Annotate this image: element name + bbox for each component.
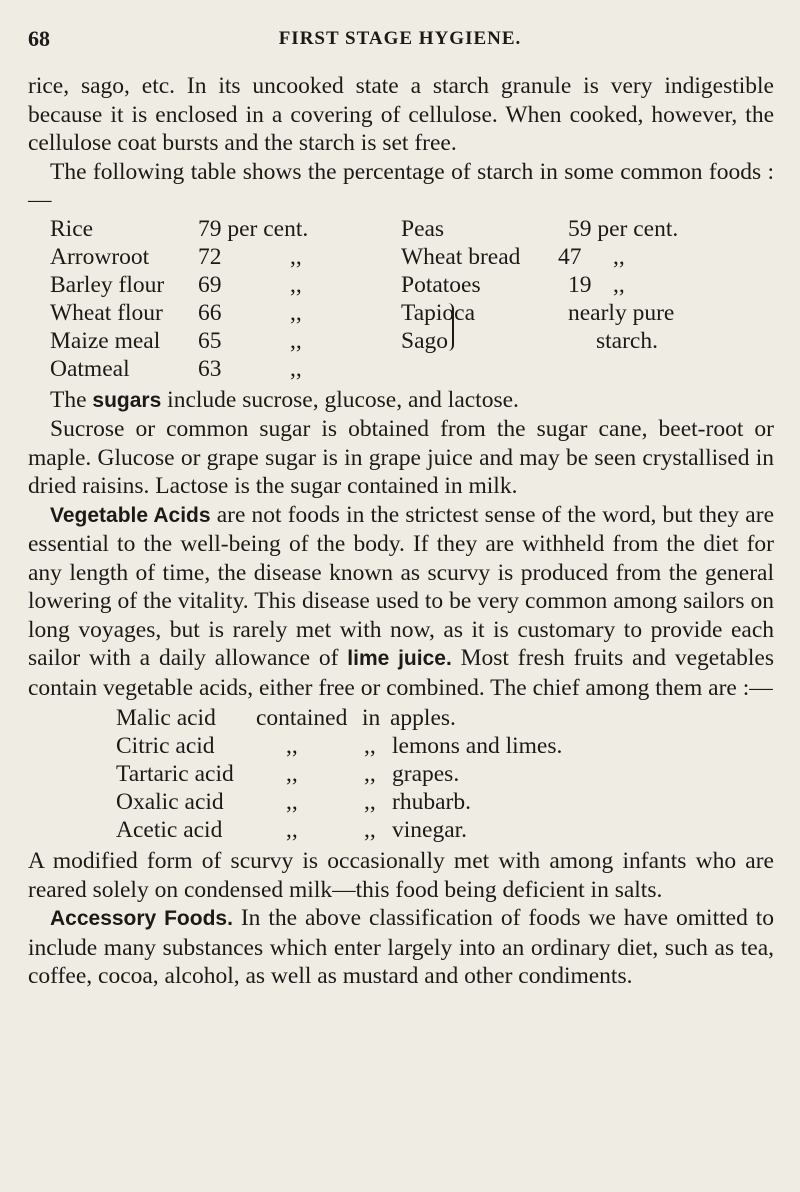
starch-value: 47 bbox=[558, 243, 582, 270]
ditto-mark: ,, bbox=[290, 243, 302, 270]
starch-food: Barley flour bbox=[50, 271, 165, 298]
ditto-mark: ,, bbox=[286, 761, 298, 787]
acid-source: rhubarb. bbox=[392, 789, 471, 815]
ditto-mark: ,, bbox=[364, 817, 376, 843]
starch-food: Arrowroot bbox=[50, 243, 150, 270]
paragraph-starch-granule: rice, sago, etc. In its uncooked state a starch granule is very indigestible because it is enclosed in a covering of cellulose. When cooked, however, the cellulose coat bursts and the starch is set free. bbox=[28, 73, 774, 156]
starch-food: Rice bbox=[50, 215, 94, 242]
paragraph-infant-scurvy: A modified form of scurvy is occasionally met with among infants who are reared solely on condensed milk—this food being deficient in salts. bbox=[28, 848, 774, 903]
ditto-mark: ,, bbox=[290, 271, 302, 298]
acid-source: lemons and limes. bbox=[392, 733, 563, 759]
starch-value: 72 bbox=[198, 243, 222, 270]
page-number: 68 bbox=[28, 26, 50, 51]
starch-food: Tapioca bbox=[401, 299, 476, 326]
paragraph-vegetable-acids bbox=[28, 501, 774, 703]
running-title: FIRST STAGE HYGIENE. bbox=[278, 28, 522, 49]
acid-name: Tartaric acid bbox=[116, 761, 234, 787]
starch-value: 63 bbox=[198, 355, 222, 382]
paragraph-sucrose: Sucrose or common sugar is obtained from the sugar cane, beet-root or maple. Glucose or grape sugar is in grape juice and may be seen crystallised in dried raisins. Lactose is the sugar contained in milk. bbox=[28, 416, 774, 499]
sugars-heading: sugars bbox=[92, 388, 162, 412]
ditto-mark: ,, bbox=[364, 733, 376, 759]
ditto-mark: ,, bbox=[290, 355, 302, 382]
starch-value: 79 per cent. bbox=[198, 215, 309, 242]
ditto-mark: ,, bbox=[613, 271, 625, 298]
acid-source: grapes. bbox=[392, 761, 460, 787]
acid-source: apples. bbox=[390, 705, 456, 731]
ditto-mark: ,, bbox=[290, 327, 302, 354]
starch-food: Wheat flour bbox=[50, 299, 163, 326]
starch-value: 59 per cent. bbox=[568, 215, 679, 242]
starch-value: 65 bbox=[198, 327, 222, 354]
starch-value: 19 bbox=[568, 271, 592, 298]
acid-name: Malic acid bbox=[116, 705, 216, 731]
ditto-mark: ,, bbox=[364, 761, 376, 787]
ditto-mark: ,, bbox=[290, 299, 302, 326]
starch-value: 66 bbox=[198, 299, 222, 326]
sugars-lead: The bbox=[50, 386, 87, 413]
starch-food: Potatoes bbox=[401, 271, 481, 298]
acid-name: Citric acid bbox=[116, 733, 215, 759]
page-body bbox=[28, 72, 774, 991]
ditto-mark: ,, bbox=[286, 733, 298, 759]
starch-value: nearly pure bbox=[568, 299, 675, 326]
starch-value: 69 bbox=[198, 271, 222, 298]
ditto-mark: ,, bbox=[613, 243, 625, 270]
acid-prep: in bbox=[362, 705, 381, 731]
ditto-mark: ,, bbox=[286, 789, 298, 815]
lime-juice-bold: lime juice. bbox=[347, 647, 452, 670]
ditto-mark: ,, bbox=[286, 817, 298, 843]
starch-food: Oatmeal bbox=[50, 355, 130, 382]
starch-food: Peas bbox=[401, 215, 445, 242]
paragraph-accessory-foods bbox=[28, 904, 774, 991]
page-header bbox=[0, 26, 800, 56]
acid-name: Oxalic acid bbox=[116, 789, 224, 815]
accessory-foods-text: In the above classification of foods we have omitted to include many substances which enter largely into an ordinary diet, such as tea, coffee, cocoa, alcohol, as well as mustard and other condiments. bbox=[28, 905, 775, 989]
acid-verb: contained bbox=[256, 705, 348, 731]
accessory-foods-heading: Accessory Foods. bbox=[50, 907, 233, 930]
vegetable-acids-text: are not foods in the strictest sense of the word, but they are essential to the well-being of the body. If they are withheld from the diet for any length of time, the disease known as scurvy is produced from the general lowering of the vitality. This disease used to be very common among sailors on long voyages, but is rarely met with now, as it is customary to provide each sailor with a daily allowance of bbox=[28, 501, 774, 671]
starch-food: Maize meal bbox=[50, 327, 161, 354]
vegetable-acids-heading: Vegetable Acids bbox=[50, 503, 211, 527]
starch-food: Wheat bread bbox=[401, 243, 521, 270]
starch-table bbox=[28, 215, 774, 386]
sugars-text: include sucrose, glucose, and lactose. bbox=[167, 386, 519, 413]
acid-source: vinegar. bbox=[392, 817, 468, 843]
starch-value: starch. bbox=[596, 327, 658, 354]
vegetable-acids-text-2: Most fresh fruits and vegetables contain vegetable acids, either free or combined. The chief among them are :— bbox=[28, 645, 775, 701]
starch-food: Sago bbox=[401, 327, 448, 354]
paragraph-table-intro: The following table shows the percentage of starch in some common foods :— bbox=[28, 158, 774, 213]
acid-name: Acetic acid bbox=[116, 817, 223, 843]
paragraph-sugars bbox=[28, 386, 774, 416]
acids-table bbox=[28, 704, 774, 847]
ditto-mark: ,, bbox=[364, 789, 376, 815]
brace-mark bbox=[444, 303, 454, 351]
